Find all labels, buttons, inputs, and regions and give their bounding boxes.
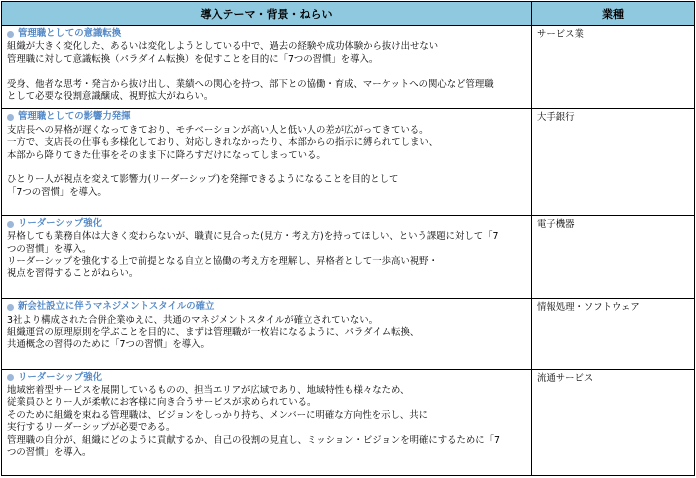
table-row [2, 26, 695, 109]
body-line: そのために組織を束ねる管理職は、ビジョンをしっかり持ち、メンバーに明確な方向性を示し、共に [7, 409, 429, 421]
header-industry: 業種 [532, 2, 695, 26]
industry-cell [532, 109, 695, 215]
body-line: 一方で、支店長の仕事も多様化しており、対応しきれなかったり、本部からの指示に縛られてしまい、 [7, 137, 439, 149]
industry-cell [532, 215, 695, 298]
body-line: 本部から降りてきた仕事をそのまま下に降ろすだけになってしまっている。 [7, 149, 326, 161]
industry-label: 大手銀行 [537, 112, 575, 124]
body-line: 地域密着型サービスを展開しているものの、担当エリアが広域であり、地域特性も様々なため、 [7, 384, 410, 396]
body-line: 管理職に対して意識転換（パラダイム転換）を促すことを目的に「7つの習慣」を導入。 [7, 53, 379, 65]
body-line: として必要な役割意識醸成、視野拡大がねらい。 [7, 91, 214, 103]
theme-cell [2, 215, 532, 298]
bullet-icon [7, 304, 14, 311]
table-row [2, 369, 695, 476]
header-row [2, 2, 695, 26]
body-line: 管理職の自分が、組織にどのように貢献するか、自己の役割の見直し、ミッション・ビジョンを明確にするために「7 [7, 434, 500, 446]
body-line: ひとりー人が視点を変えて影響力(リーダーシップ)を発揮できるようになることを目的として [7, 174, 399, 186]
bullet-icon [7, 221, 14, 228]
row-title: 新会社設立に伴うマネジメントスタイルの確立 [18, 301, 215, 313]
body-line: つの習慣」を導入。 [7, 243, 92, 255]
row-title: リーダーシップ強化 [18, 371, 103, 383]
industry-label: 電子機器 [537, 218, 575, 230]
body-line: 視点を習得することがねらい。 [7, 268, 139, 280]
body-line: リーダーシップを強化する上で前提となる自立と協働の考え方を理解し、昇格者として一歩高い視野・ [7, 256, 438, 268]
header-theme: 導入テーマ・背景・ねらい [2, 2, 532, 26]
table-row [2, 299, 695, 369]
body-line: 支店長への昇格が遅くなってきており、モチベーションが高い人と低い人の差が広がってきている。 [7, 124, 429, 136]
theme-cell [2, 299, 532, 369]
row-title: リーダーシップ強化 [18, 217, 103, 229]
row-title: 管理職としての影響力発揮 [18, 111, 131, 123]
industry-label: 情報処理・ソフトウェア [537, 302, 640, 314]
bullet-icon [7, 374, 14, 381]
body-line: 従業員ひとりー人が柔軟にお客様に向き合うサービスが求められている。 [7, 397, 317, 409]
bullet-icon [7, 114, 14, 121]
case-table [1, 1, 695, 476]
body-line: 3社より構成された合併企業ゆえに、共通のマネジメントスタイルが確立されていない。 [7, 314, 379, 326]
industry-label: サービス業 [537, 29, 584, 40]
body-line: 組織運営の原理原則を学ぶことを目的に、まずは管理職が一枚岩になるように、パラダイム転換、 [7, 327, 420, 338]
theme-cell [2, 26, 532, 109]
body-line: つの習慣」を導入。 [7, 446, 92, 458]
body-line: 実行するリーダーシップが必要である。 [7, 422, 176, 434]
body-line: 受身、他者な思考・発言から抜け出し、業績への関心を持つ、部下との協働・育成、マーケットへの関心など管理職 [7, 78, 494, 90]
table-row [2, 215, 695, 298]
body-line: 共通概念の習得のために「7つの習慣」を導入。 [7, 339, 210, 351]
blank-line [7, 66, 527, 78]
theme-cell [2, 369, 532, 476]
industry-cell [532, 369, 695, 476]
industry-cell [532, 26, 695, 109]
body-line: 昇格しても業務自体は大きく変わらないが、職責に見合った(見方・考え方)を持ってほしい、という課題に対して「7 [7, 231, 499, 243]
bullet-icon [7, 31, 14, 38]
industry-label: 流通サービス [537, 372, 594, 384]
row-title: 管理職としての意識転換 [18, 28, 122, 39]
industry-cell [532, 299, 695, 369]
theme-cell [2, 109, 532, 215]
table-row [2, 109, 695, 215]
body-line: 組織が大きく変化した、あるいは変化しようとしている中で、過去の経験や成功体験から抜け出せない [7, 41, 439, 53]
blank-line [7, 162, 527, 174]
body-line: 「7つの習慣」を導入。 [7, 186, 107, 198]
